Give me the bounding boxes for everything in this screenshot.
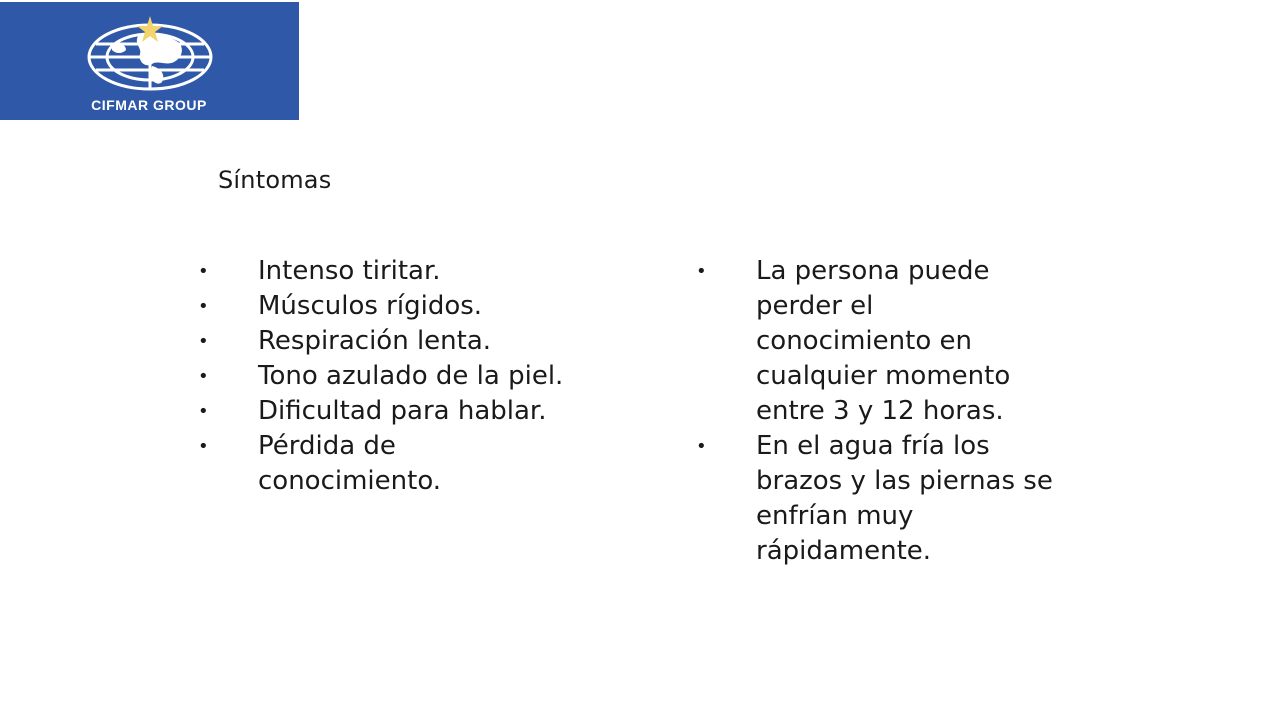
list-item: • Tono azulado de la piel. xyxy=(196,359,588,394)
list-item: • Pérdida de conocimiento. xyxy=(196,429,518,499)
logo-text: CIFMAR GROUP xyxy=(91,97,207,113)
list-item: • En el agua fría los brazos y las piernas se enfrían muy rápidamente. xyxy=(694,429,1066,569)
list-item: • Respiración lenta. xyxy=(196,324,596,359)
list-item: • Intenso tiritar. xyxy=(196,254,596,289)
list-item: • La persona puede perder el conocimiento en cualquier momento entre 3 y 12 horas. xyxy=(694,254,1046,429)
list-item: • Músculos rígidos. xyxy=(196,289,596,324)
slide-title: Síntomas xyxy=(218,166,332,194)
list-item: • Dificultad para hablar. xyxy=(196,394,596,429)
company-logo xyxy=(0,2,299,120)
symptom-list-right xyxy=(694,254,1094,569)
globe-star-icon xyxy=(0,2,299,120)
symptom-list-left xyxy=(196,254,596,499)
